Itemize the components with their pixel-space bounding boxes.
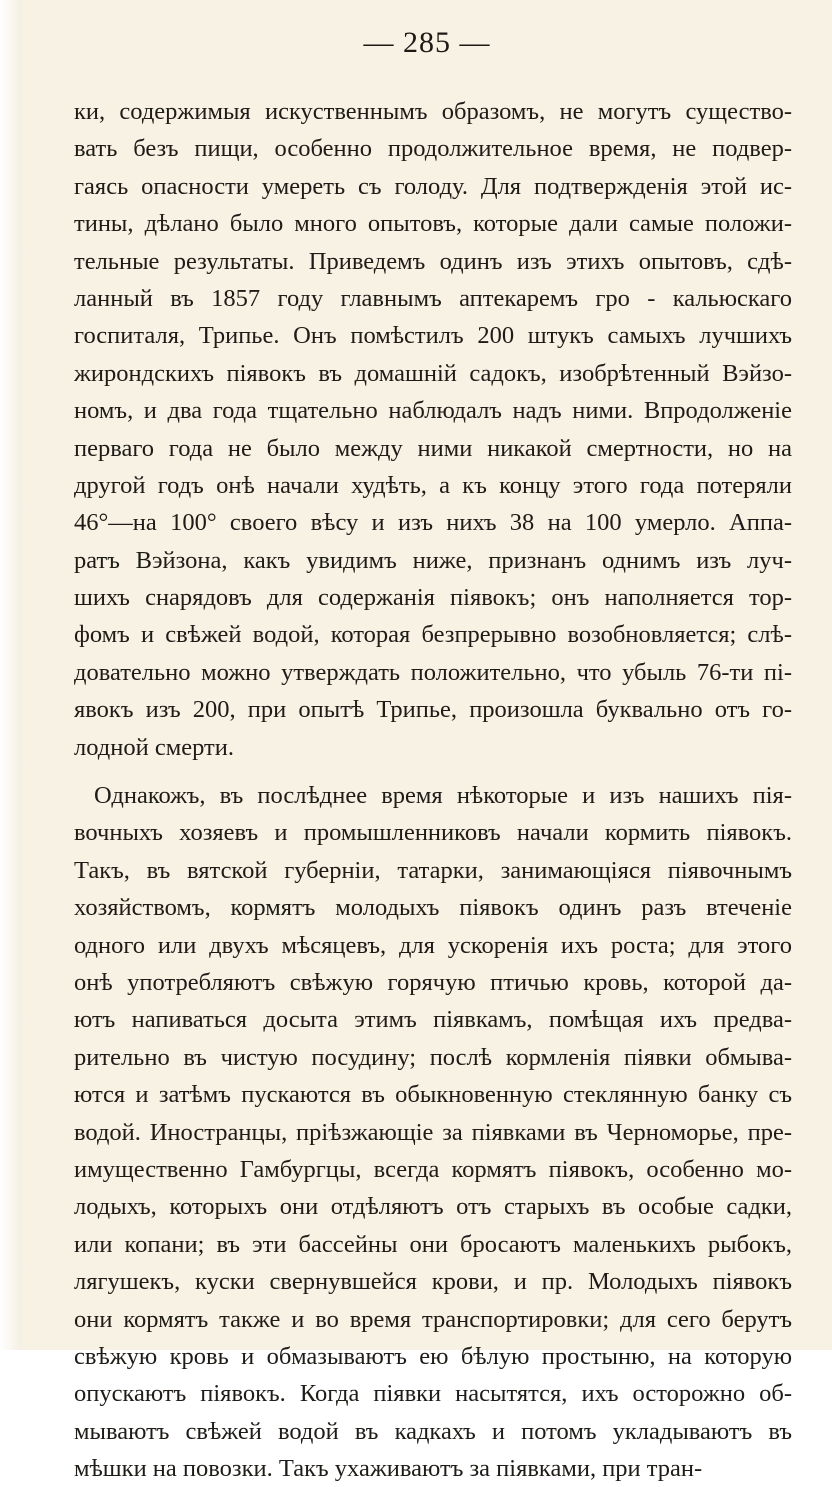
text-line: жирондскихъ піявокъ въ домашній садокъ, изобрѣтенный Вэйзо- xyxy=(74,359,792,387)
text-line: лодной смерти. xyxy=(74,733,234,761)
page-gutter xyxy=(0,0,22,1350)
text-line: госпиталя, Трипье. Онъ помѣстилъ 200 штукъ самыхъ лучшихъ xyxy=(74,322,792,350)
text-line: Однакожъ, въ послѣднее время нѣкоторые и изъ нашихъ пія- xyxy=(94,782,792,810)
text-line: имущественно Гамбургцы, всегда кормятъ піявокъ, особенно мо- xyxy=(74,1155,792,1183)
text-line: лягушекъ, куски свернувшейся крови, и пр. Молодыхъ піявокъ xyxy=(74,1268,792,1296)
text-line: одного или двухъ мѣсяцевъ, для ускоренія ихъ роста; для этого xyxy=(74,931,792,959)
text-line: ются и затѣмъ пускаются въ обыкновенную стеклянную банку съ xyxy=(74,1081,792,1109)
text-line: мываютъ свѣжей водой въ кадкахъ и потомъ укладываютъ въ xyxy=(74,1417,792,1445)
paragraph xyxy=(74,93,792,766)
text-line: лодыхъ, которыхъ они отдѣляютъ отъ старыхъ въ особые садки, xyxy=(74,1193,792,1221)
text-line: водой. Иностранцы, пріѣзжающіе за піявками въ Черноморье, пре- xyxy=(74,1118,792,1146)
text-line: явокъ изъ 200, при опытѣ Трипье, произошла буквально отъ го- xyxy=(74,696,792,724)
book-page xyxy=(22,0,832,1483)
text-line: или копани; въ эти бассейны они бросаютъ маленькихъ рыбокъ, xyxy=(74,1230,792,1258)
text-line: вочныхъ хозяевъ и промышленниковъ начали кормить піявокъ. xyxy=(74,819,792,847)
text-line: хозяйствомъ, кормятъ молодыхъ піявокъ одинъ разъ втеченіе xyxy=(74,894,792,922)
text-line: вать безъ пищи, особенно продолжительное время, не подвер- xyxy=(74,135,792,163)
text-line: ланный въ 1857 году главнымъ аптекаремъ гро - кальюскаго xyxy=(74,284,792,312)
text-line: перваго года не было между ними никакой смертности, но на xyxy=(74,434,792,462)
text-line: ютъ напиваться досыта этимъ піявкамъ, помѣщая ихъ предва- xyxy=(74,1006,792,1034)
text-line: номъ, и два года тщательно наблюдалъ надъ ними. Впродолженіе xyxy=(74,397,792,425)
text-line: фомъ и свѣжей водой, которая безпрерывно возобновляется; слѣ- xyxy=(74,621,792,649)
text-line: тины, дѣлано было много опытовъ, которые дали самые положи- xyxy=(74,210,792,238)
text-line: рительно въ чистую посудину; послѣ кормленія піявки обмыва- xyxy=(74,1043,792,1071)
text-line: довательно можно утверждать положительно, что убыль 76-ти пі- xyxy=(74,658,792,686)
text-line: опускаютъ піявокъ. Когда піявки насытятся, ихъ осторожно об- xyxy=(74,1380,792,1408)
text-line: ратъ Вэйзона, какъ увидимъ ниже, признанъ однимъ изъ луч- xyxy=(74,546,792,574)
text-line: шихъ снарядовъ для содержанія піявокъ; онъ наполняется тор- xyxy=(74,584,792,612)
text-line: свѣжую кровь и обмазываютъ ею бѣлую простыню, на которую xyxy=(74,1342,792,1370)
text-line: онѣ употребляютъ свѣжую горячую птичью кровь, которой да- xyxy=(74,968,792,996)
paragraph-gap xyxy=(74,766,792,777)
text-line: 46°—на 100° своего вѣсу и изъ нихъ 38 на 100 умерло. Аппа- xyxy=(74,509,792,537)
text-line: тельные результаты. Приведемъ одинъ изъ этихъ опытовъ, сдѣ- xyxy=(74,247,792,275)
text-line: мѣшки на повозки. Такъ ухаживаютъ за піявками, при тран- xyxy=(74,1455,703,1483)
page-number: — 285 — xyxy=(363,26,491,59)
text-line: ки, содержимыя искуственнымъ образомъ, не могутъ существо- xyxy=(74,98,792,125)
page-text xyxy=(74,93,792,1487)
text-line: они кормятъ также и во время транспортировки; для сего берутъ xyxy=(74,1305,792,1333)
text-line: Такъ, въ вятской губерніи, татарки, занимающіяся піявочнымъ xyxy=(74,856,792,884)
paragraph xyxy=(74,777,792,1487)
text-line: другой годъ онѣ начали худѣть, а къ концу этого года потеряли xyxy=(74,471,792,499)
text-line: гаясь опасности умереть съ голоду. Для подтвержденія этой ис- xyxy=(74,172,792,200)
